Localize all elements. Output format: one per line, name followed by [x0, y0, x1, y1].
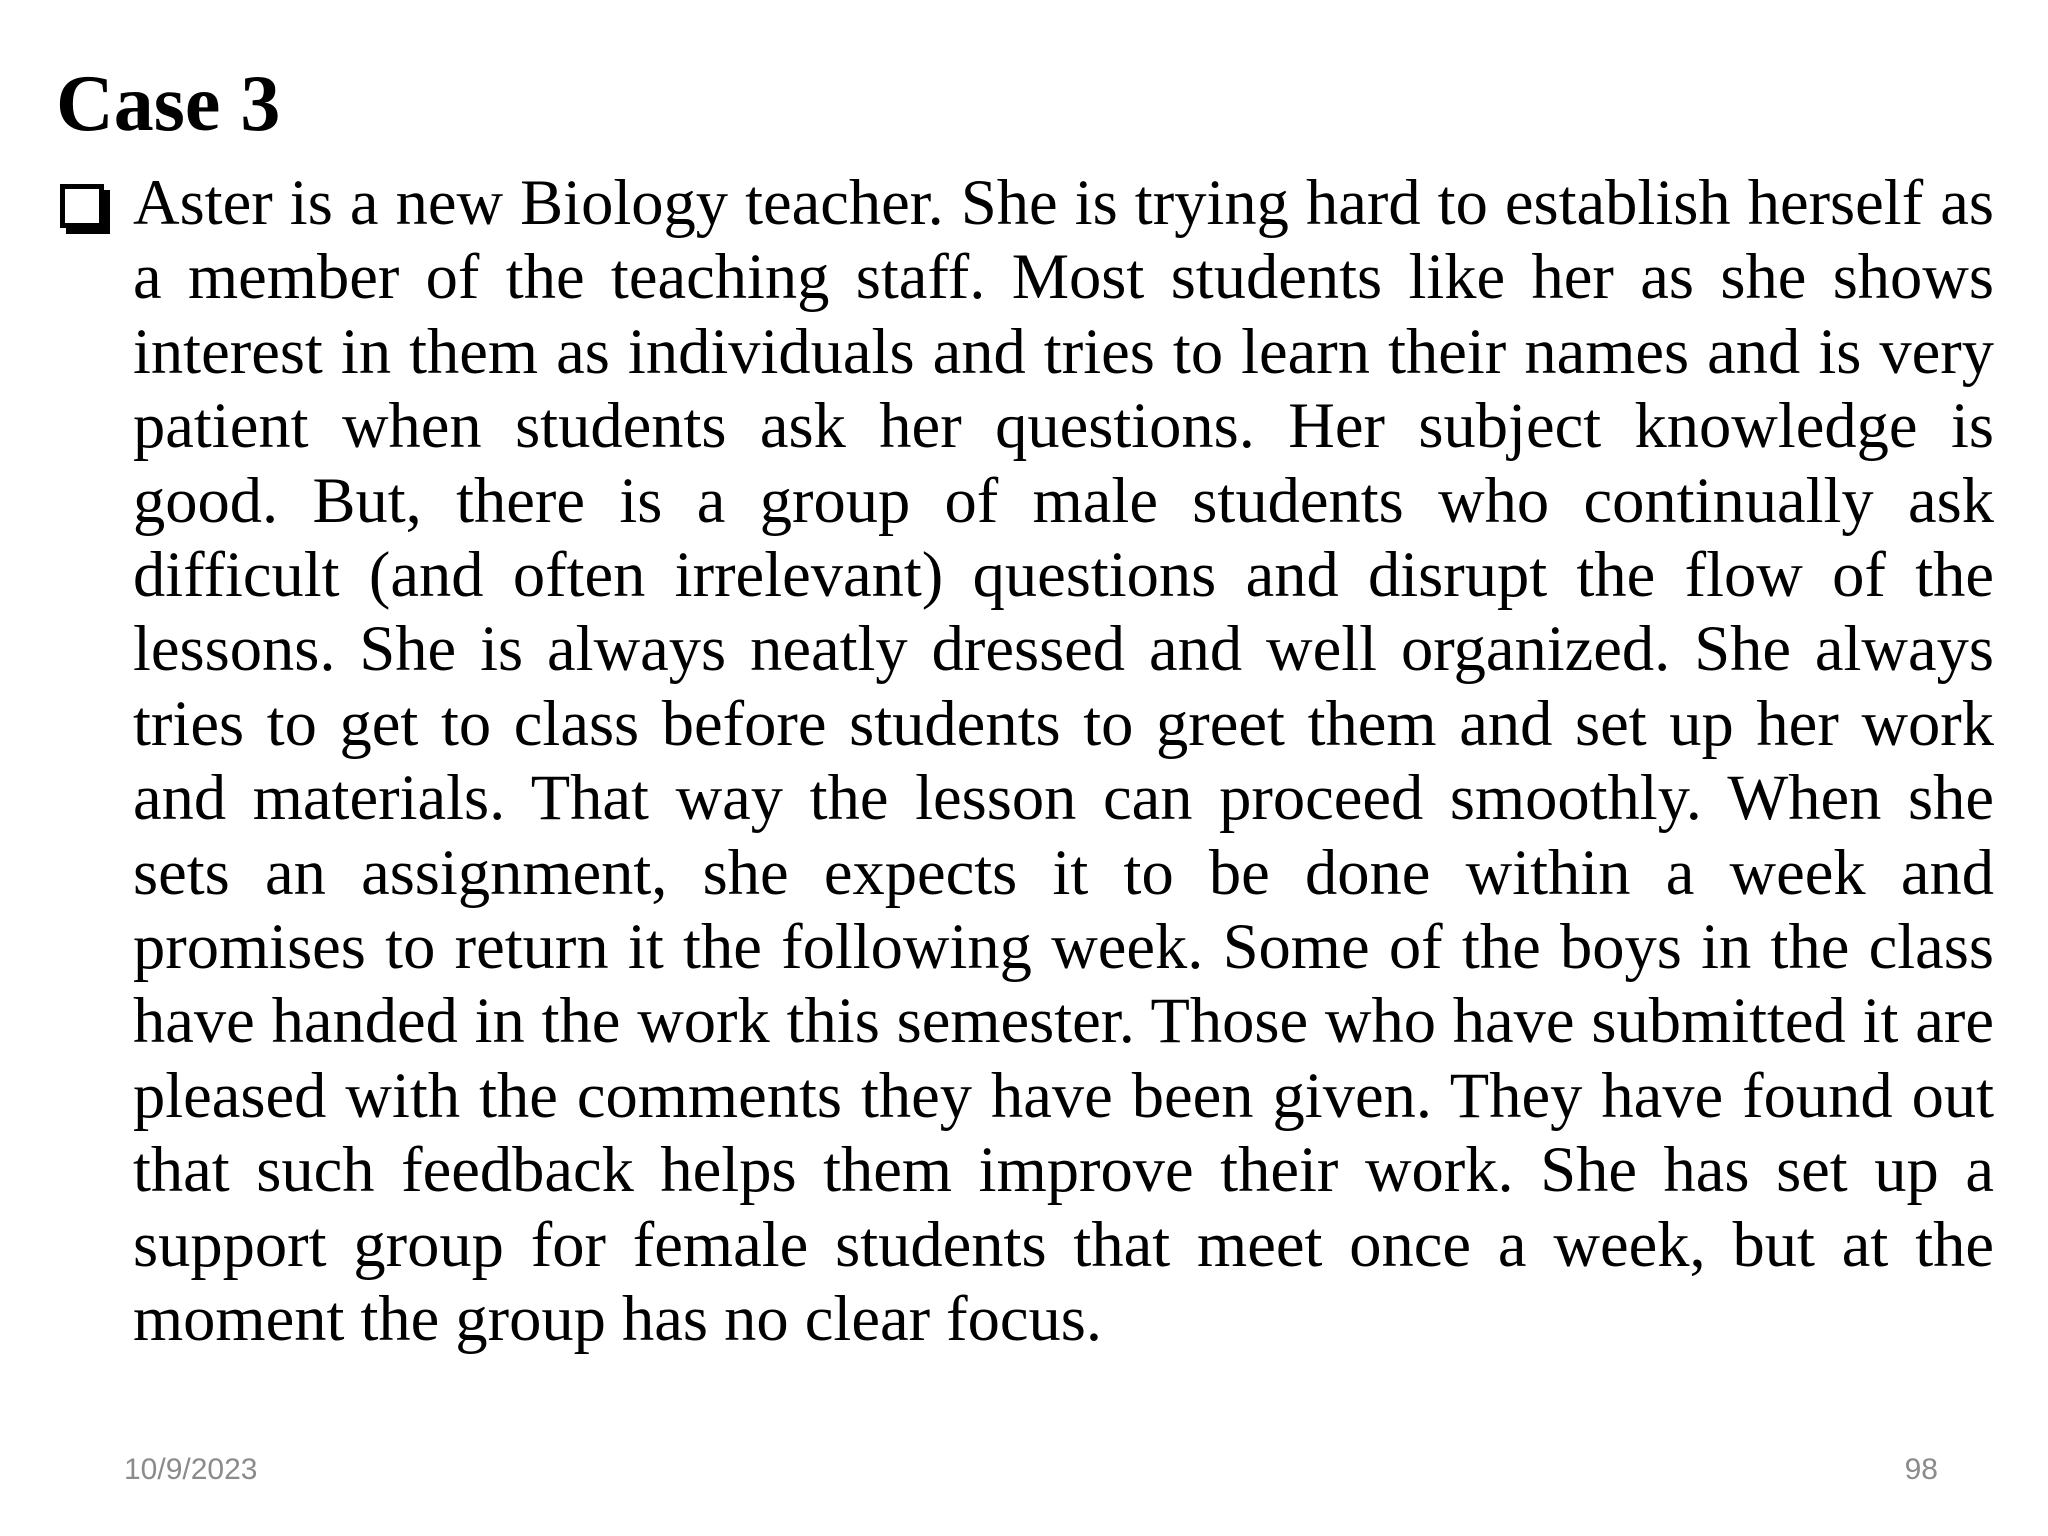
slide-title: Case 3 — [56, 60, 281, 148]
footer-date: 10/9/2023 — [124, 1453, 258, 1486]
case-paragraph: Aster is a new Biology teacher. She is trying hard to establish herself as a member of the teaching staff. Most students like her as she shows interest in them as individuals and tries to learn their names and is very patient when students ask her questions. Her subject knowledge is good. But, there is a group of male students who continually ask difficult (and often irrelevant) questions and disrupt the flow of the lessons. She is always neatly dressed and well organized. She always tries to get to class before students to greet them and set up her work and materials. That way the lesson can proceed smoothly. When she sets an assignment, she expects it to be done within a week and promises to return it the following week. Some of the boys in the class have handed in the work this semester. Those who have submitted it are pleased with the comments they have been given. They have found out that such feedback helps them improve their work. She has set up a support group for female students that meet once a week, but at the moment the group has no clear focus. — [133, 167, 1994, 1355]
footer-page-number: 98 — [1904, 1453, 1938, 1486]
hollow-square-bullet-icon — [60, 184, 104, 228]
